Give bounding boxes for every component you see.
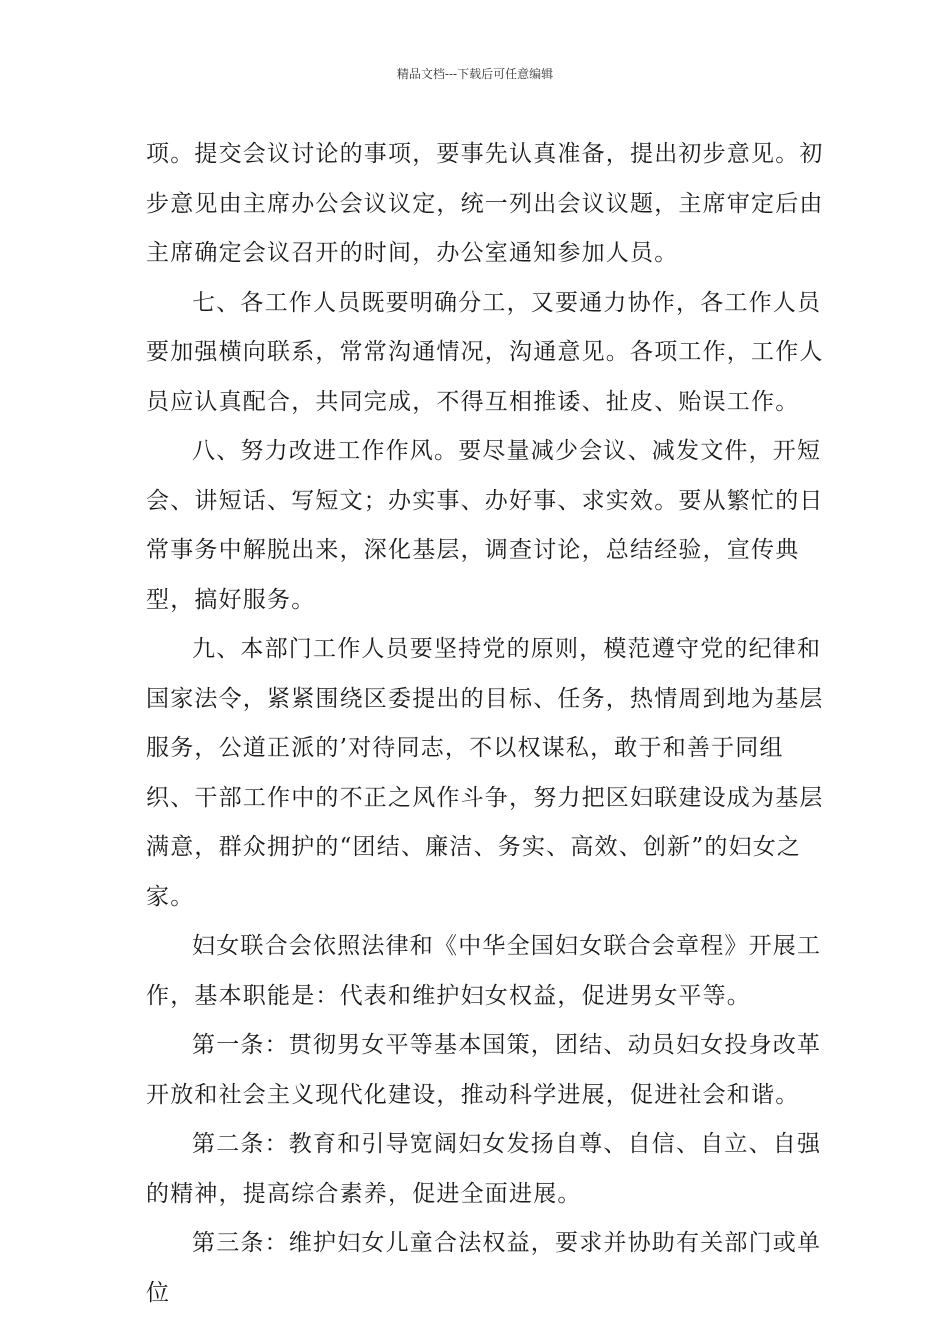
- document-body: [146, 130, 826, 1318]
- paragraph-item-9: 九、本部门工作人员要坚持党的原则，模范遵守党的纪律和国家法令，紧紧围绕区委提出的目标、任务，热情周到地为基层服务，公道正派的’对待同志，不以权谋私，敢于和善于同组织、干部工作中的不正之风作斗争，努力把区妇联建设成为基层满意，群众拥护的“团结、廉洁、务实、高效、创新”的妇女之家。: [146, 636, 824, 910]
- paragraph-intro: 妇女联合会依照法律和《中华全国妇女联合会章程》开展工作，基本职能是：代表和维护妇女权益，促进男女平等。: [146, 933, 822, 1009]
- paragraph-article-1: 第一条：贯彻男女平等基本国策，团结、动员妇女投身改革开放和社会主义现代化建设，推动科学进展，促进社会和谐。: [146, 1032, 822, 1108]
- paragraph-item-8: 八、努力改进工作作风。要尽量减少会议、减发文件，开短会、讲短话、写短文；办实事、办好事、求实效。要从繁忙的日常事务中解脱出来，深化基层，调查讨论，总结经验，宣传典型，搞好服务。: [146, 438, 824, 613]
- paragraph-continuation: 项。提交会议讨论的事项，要事先认真准备，提出初步意见。初步意见由主席办公会议议定，统一列出会议议题，主席审定后由主席确定会议召开的时间，办公室通知参加人员。: [146, 141, 824, 266]
- paragraph-article-2: 第二条：教育和引导宽阔妇女发扬自尊、自信、自立、自强的精神，提高综合素养，促进全面进展。: [146, 1131, 822, 1207]
- paragraph-article-3: 第三条：维护妇女儿童合法权益，要求并协助有关部门或单位: [146, 1230, 822, 1306]
- page-header: 精品文档---下载后可任意编辑: [396, 67, 554, 81]
- paragraph-item-7: 七、各工作人员既要明确分工，又要通力协作，各工作人员要加强横向联系，常常沟通情况，沟通意见。各项工作，工作人员应认真配合，共同完成，不得互相推诿、扯皮、贻误工作。: [146, 289, 824, 415]
